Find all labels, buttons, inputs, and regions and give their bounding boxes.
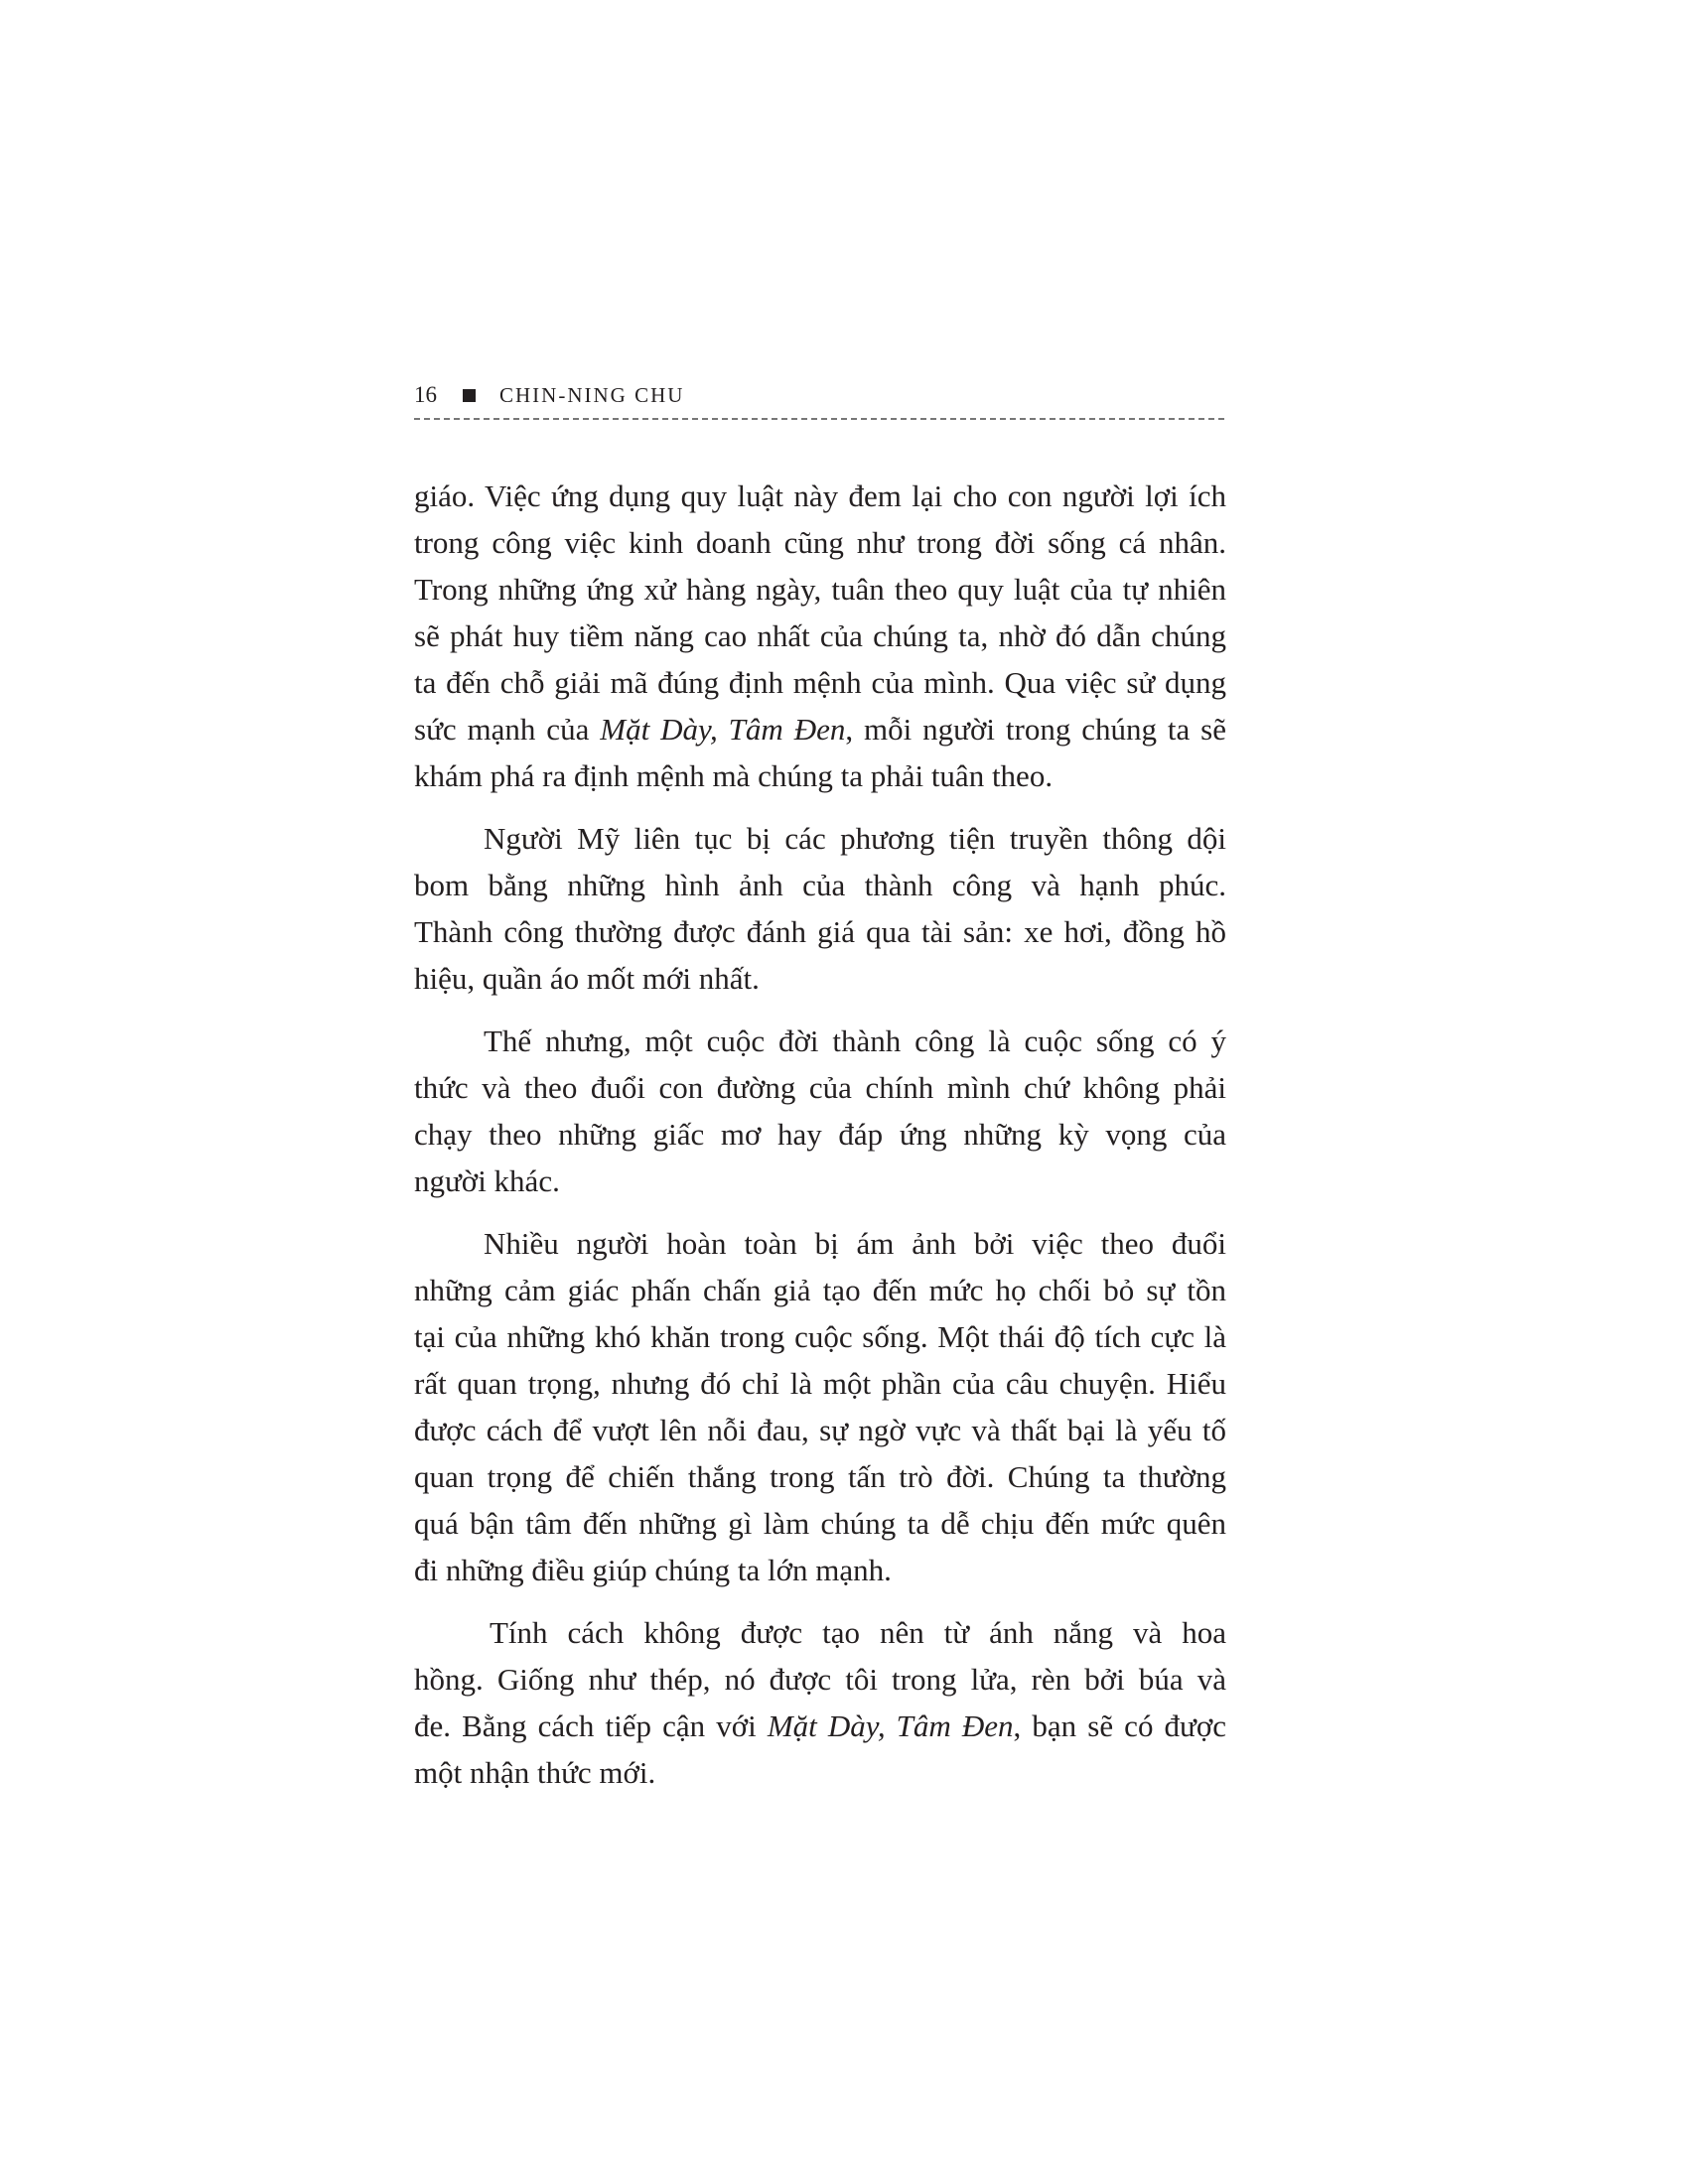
body-text — [414, 473, 1226, 1812]
text-line — [414, 1609, 1226, 1656]
book-title-italic: Mặt Dày, Tâm Đen — [767, 1708, 1014, 1743]
text-line — [414, 1220, 1226, 1267]
text-segment: , mỗi người trong chúng ta sẽ — [845, 712, 1226, 747]
paragraph — [414, 473, 1226, 799]
text-segment: hiệu, quần áo mốt mới nhất. — [414, 961, 760, 996]
text-segment: quá bận tâm đến những gì làm chúng ta dễ chịu đến mức quên — [414, 1506, 1226, 1541]
text-segment: ta đến chỗ giải mã đúng định mệnh của mình. Qua việc sử dụng — [414, 665, 1226, 700]
text-segment: một nhận thức mới. — [414, 1755, 656, 1790]
text-line — [414, 519, 1226, 566]
text-line — [414, 1453, 1226, 1500]
text-line — [414, 613, 1226, 659]
text-line — [414, 1407, 1226, 1453]
text-segment: đi những điều giúp chúng ta lớn mạnh. — [414, 1553, 892, 1587]
text-line — [414, 1500, 1226, 1547]
text-line — [414, 473, 1226, 519]
text-line — [414, 1111, 1226, 1158]
text-segment: người khác. — [414, 1163, 560, 1198]
text-line — [414, 1360, 1226, 1407]
page-number: 16 — [414, 382, 437, 407]
paragraph — [414, 815, 1226, 1002]
text-line — [414, 1064, 1226, 1111]
text-line — [414, 1703, 1226, 1749]
text-line — [414, 659, 1226, 706]
text-segment: Tính cách không được tạo nên từ ánh nắng và hoa — [490, 1615, 1226, 1650]
text-segment: những cảm giác phấn chấn giả tạo đến mức họ chối bỏ sự tồn — [414, 1273, 1226, 1307]
text-segment: rất quan trọng, nhưng đó chỉ là một phần của câu chuyện. Hiểu — [414, 1366, 1226, 1401]
text-line — [414, 1267, 1226, 1313]
text-line — [414, 706, 1226, 752]
text-segment: Người Mỹ liên tục bị các phương tiện truyền thông dội — [484, 821, 1226, 856]
text-segment: Nhiều người hoàn toàn bị ám ảnh bởi việc theo đuổi — [484, 1226, 1226, 1261]
running-header — [414, 375, 1224, 415]
paragraph — [414, 1220, 1226, 1593]
text-segment: đe. Bằng cách tiếp cận với — [414, 1708, 768, 1743]
text-segment: khám phá ra định mệnh mà chúng ta phải tuân theo. — [414, 758, 1054, 793]
text-segment: trong công việc kinh doanh cũng như trong đời sống cá nhân. — [414, 525, 1226, 560]
running-header-author: CHIN-NING CHU — [499, 382, 685, 407]
text-line — [414, 1158, 1226, 1204]
text-line — [414, 862, 1226, 908]
text-segment: quan trọng để chiến thắng trong tấn trò đời. Chúng ta thường — [414, 1459, 1226, 1494]
text-line — [414, 1547, 1226, 1593]
text-line — [414, 566, 1226, 613]
text-line — [414, 1018, 1226, 1064]
text-line — [414, 1313, 1226, 1360]
text-segment: được cách để vượt lên nỗi đau, sự ngờ vực và thất bại là yếu tố — [414, 1413, 1226, 1447]
text-segment: Thế nhưng, một cuộc đời thành công là cuộc sống có ý — [484, 1024, 1226, 1058]
text-segment: thức và theo đuổi con đường của chính mình chứ không phải — [414, 1070, 1226, 1105]
paragraph — [414, 1018, 1226, 1204]
text-line — [414, 908, 1226, 955]
text-segment: Thành công thường được đánh giá qua tài sản: xe hơi, đồng hồ — [414, 914, 1226, 949]
text-line — [414, 1749, 1226, 1796]
header-dashed-divider — [414, 418, 1224, 420]
text-segment: tại của những khó khăn trong cuộc sống. Một thái độ tích cực là — [414, 1319, 1226, 1354]
text-segment: , bạn sẽ có được — [1013, 1708, 1226, 1743]
paragraph — [414, 1609, 1226, 1796]
text-segment: chạy theo những giấc mơ hay đáp ứng những kỳ vọng của — [414, 1117, 1226, 1152]
text-line — [414, 955, 1226, 1002]
text-segment: bom bằng những hình ảnh của thành công và hạnh phúc. — [414, 868, 1226, 902]
text-segment: giáo. Việc ứng dụng quy luật này đem lại cho con người lợi ích — [414, 478, 1226, 513]
text-segment: sức mạnh của — [414, 712, 601, 747]
square-bullet-icon — [463, 389, 476, 402]
text-segment: sẽ phát huy tiềm năng cao nhất của chúng ta, nhờ đó dẫn chúng — [414, 618, 1226, 653]
text-segment: Trong những ứng xử hàng ngày, tuân theo quy luật của tự nhiên — [414, 572, 1226, 607]
text-segment: hồng. Giống như thép, nó được tôi trong lửa, rèn bởi búa và — [414, 1662, 1226, 1697]
text-line — [414, 1656, 1226, 1703]
text-line — [414, 815, 1226, 862]
book-title-italic: Mặt Dày, Tâm Đen — [600, 712, 846, 747]
text-line — [414, 752, 1226, 799]
